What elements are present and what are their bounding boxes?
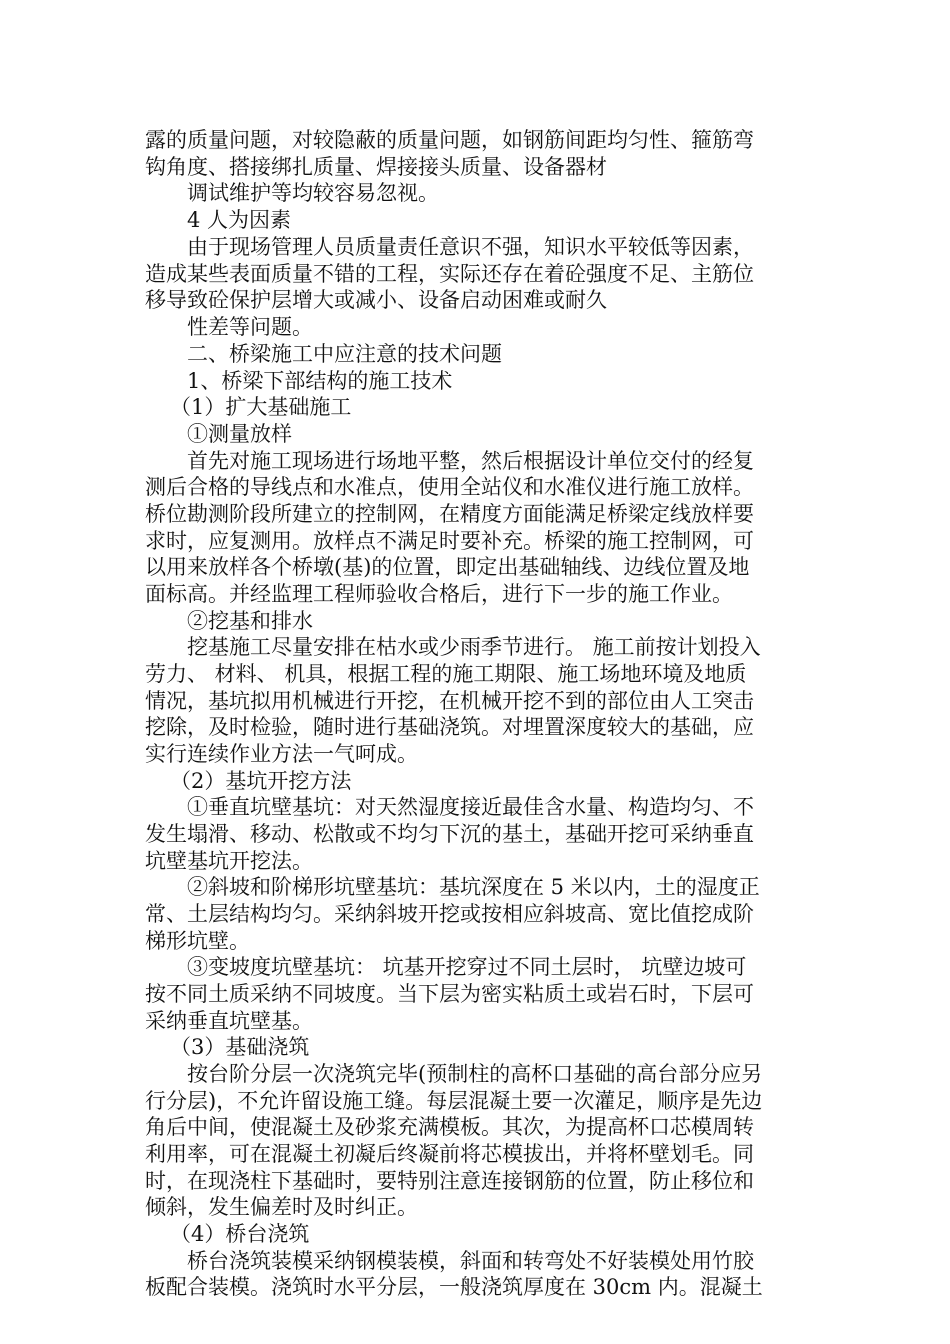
text-line: 坑壁基坑开挖法。: [145, 849, 313, 873]
section-heading: 1、桥梁下部结构的施工技术: [187, 369, 453, 393]
section-heading: （4）桥台浇筑: [170, 1222, 310, 1246]
text-line: 测后合格的导线点和水准点，使用全站仪和水准仪进行施工放样。: [145, 475, 754, 499]
text-line: 桥位勘测阶段所建立的控制网，在精度方面能满足桥梁定线放样要: [145, 502, 754, 526]
section-heading: ①测量放样: [187, 422, 292, 446]
section-heading: （1）扩大基础施工: [170, 395, 352, 419]
text-line: 调试维护等均较容易忽视。: [187, 181, 439, 205]
text-line: 造成某些表面质量不错的工程，实际还存在着砼强度不足、主筋位: [145, 262, 754, 286]
section-heading: （3）基础浇筑: [170, 1035, 310, 1059]
text-line: 挖除，及时检验，随时进行基础浇筑。对埋置深度较大的基础，应: [145, 715, 754, 739]
text-line: 实行连续作业方法一气呵成。: [145, 742, 418, 766]
text-line: ①垂直坑壁基坑：对天然湿度接近最佳含水量、构造均匀、不: [187, 795, 754, 819]
section-heading: 4 人为因素: [187, 208, 292, 232]
text-line: 时，在现浇柱下基础时，要特别注意连接钢筋的位置，防止移位和: [145, 1169, 754, 1193]
text-line: 求时，应复测用。放样点不满足时要补充。桥梁的施工控制网，可: [145, 529, 754, 553]
text-line: 露的质量问题，对较隐蔽的质量问题，如钢筋间距均匀性、箍筋弯: [145, 128, 754, 152]
text-line: 角后中间，使混凝土及砂浆充满模板。其次，为提高杯口芯模周转: [145, 1115, 754, 1139]
text-line: 挖基施工尽量安排在枯水或少雨季节进行。 施工前按计划投入: [187, 635, 761, 659]
text-line: 按台阶分层一次浇筑完毕(预制柱的高杯口基础的高台部分应另: [187, 1062, 763, 1086]
text-line: 桥台浇筑装模采纳钢模装模，斜面和转弯处不好装模处用竹胶: [187, 1249, 754, 1273]
text-line: 行分层)，不允许留设施工缝。每层混凝土要一次灌足，顺序是先边: [145, 1089, 763, 1113]
section-heading: 二、桥梁施工中应注意的技术问题: [187, 342, 502, 366]
text-line: 板配合装模。浇筑时水平分层，一般浇筑厚度在 30cm 内。混凝土: [145, 1275, 763, 1299]
text-line: 移导致砼保护层增大或减小、设备启动困难或耐久: [145, 288, 607, 312]
text-line: 按不同土质采纳不同坡度。当下层为密实粘质土或岩石时，下层可: [145, 982, 754, 1006]
text-line: 钩角度、搭接绑扎质量、焊接接头质量、设备器材: [145, 155, 607, 179]
text-line: ②斜坡和阶梯形坑壁基坑：基坑深度在 5 米以内，土的湿度正: [187, 875, 760, 899]
text-line: 采纳垂直坑壁基。: [145, 1009, 313, 1033]
text-line: 利用率，可在混凝土初凝后终凝前将芯模拔出，并将杯壁划毛。同: [145, 1142, 754, 1166]
section-heading: ②挖基和排水: [187, 609, 313, 633]
text-line: 情况，基坑拟用机械进行开挖，在机械开挖不到的部位由人工突击: [145, 689, 754, 713]
text-line: 由于现场管理人员质量责任意识不强，知识水平较低等因素，: [187, 235, 754, 259]
text-line: 以用来放样各个桥墩(基)的位置，即定出基础轴线、边线位置及地: [145, 555, 750, 579]
text-line: 倾斜，发生偏差时及时纠正。: [145, 1195, 418, 1219]
text-line: 梯形坑壁。: [145, 929, 250, 953]
text-line: 劳力、 材料、 机具，根据工程的施工期限、施工场地环境及地质: [145, 662, 747, 686]
text-line: ③变坡度坑壁基坑： 坑基开挖穿过不同土层时， 坑壁边坡可: [187, 955, 747, 979]
text-line: 性差等问题。: [187, 315, 313, 339]
text-line: 面标高。并经监理工程师验收合格后，进行下一步的施工作业。: [145, 582, 733, 606]
text-line: 常、土层结构均匀。采纳斜坡开挖或按相应斜坡高、宽比值挖成阶: [145, 902, 754, 926]
section-heading: （2）基坑开挖方法: [170, 769, 352, 793]
text-line: 发生塌滑、移动、松散或不均匀下沉的基土，基础开挖可采纳垂直: [145, 822, 754, 846]
text-line: 首先对施工现场进行场地平整，然后根据设计单位交付的经复: [187, 449, 754, 473]
